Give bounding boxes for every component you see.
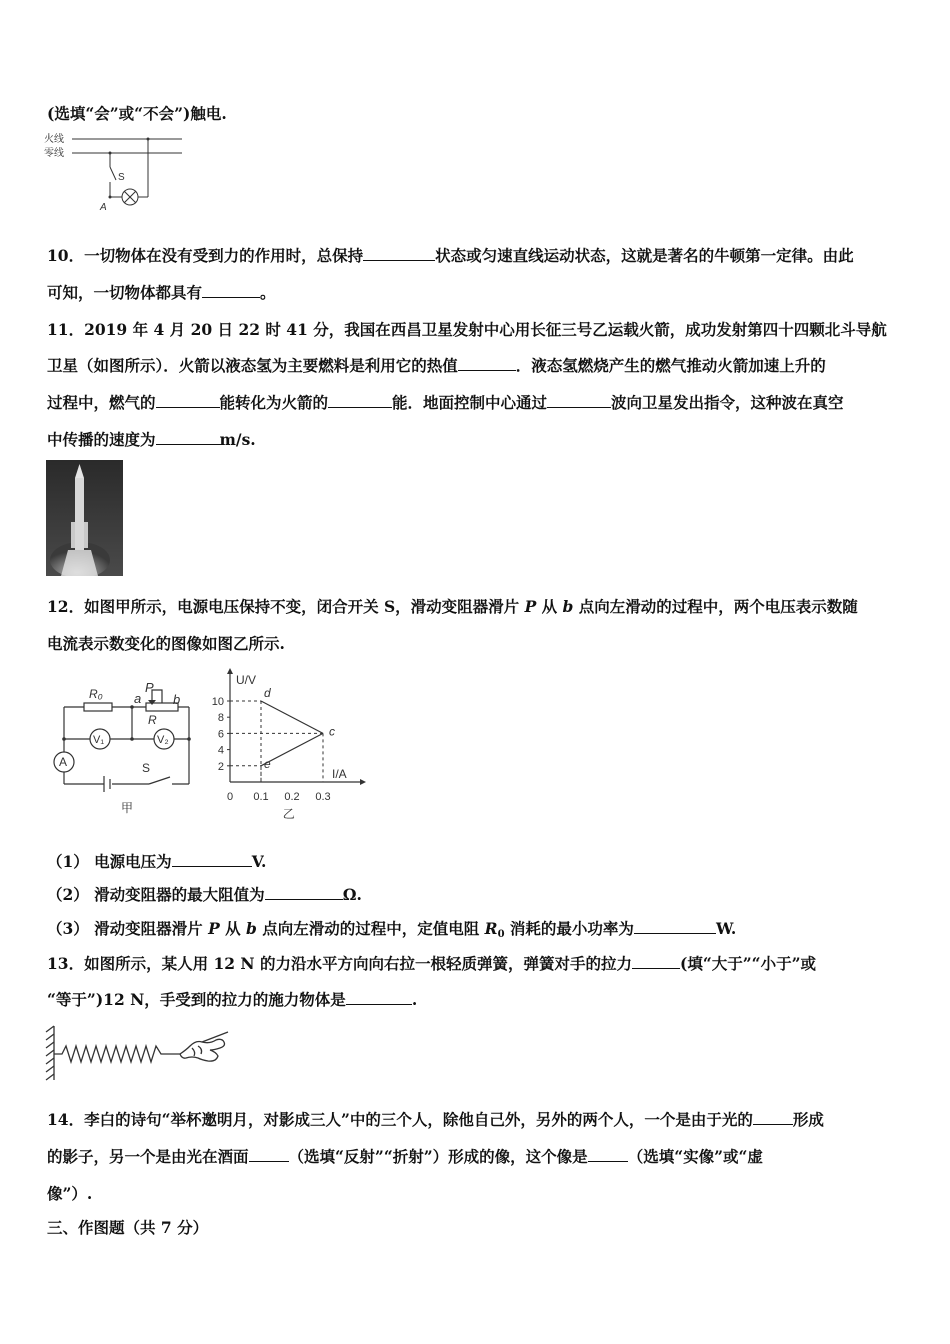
section-3-title: 三、作图题（共 7 分） (47, 1218, 209, 1237)
p-label: P (145, 680, 154, 695)
series-line-v1 (261, 701, 323, 733)
q11-blank-3[interactable] (328, 393, 392, 408)
q14-line3: 像”）. (47, 1184, 93, 1203)
graph-caption: 乙 (282, 807, 295, 820)
y-tick-label: 6 (217, 728, 224, 741)
hand-icon (180, 1039, 225, 1061)
x-tick-label: 0.1 (253, 791, 269, 803)
v1-label: V₁ (93, 734, 105, 746)
point-a-label: A (100, 202, 107, 213)
q9-tail-text: (选填“会”或“不会”)触电. (47, 104, 227, 123)
circuit-caption: 甲 (121, 801, 134, 815)
point-label-c: c (329, 724, 335, 739)
r-label: R (148, 713, 157, 727)
q10-blank-2[interactable] (202, 283, 260, 298)
x-tick-label: 0.2 (284, 791, 300, 803)
q11-blank-4[interactable] (547, 393, 611, 408)
q9-circuit-figure (40, 130, 190, 215)
q12-sub2: （2） 滑动变阻器的最大阻值为 Ω. (47, 885, 362, 904)
x-axis-label: I/A (332, 767, 347, 781)
y-axis-label: U/V (236, 673, 257, 687)
q11-line4: 中传播的速度为 m/s. (47, 430, 256, 449)
r0-resistor (84, 703, 112, 711)
q13-blank-1[interactable] (632, 954, 680, 969)
y-tick-label: 8 (217, 712, 224, 725)
r0-label: R₀ (89, 687, 103, 701)
q11-blank-5[interactable] (156, 430, 220, 445)
y-tick-label: 4 (217, 744, 224, 757)
point-label-e: e (264, 756, 271, 771)
x-tick-label: 0 (226, 791, 234, 803)
ammeter-label: A (59, 755, 68, 769)
q12-graph-yi (206, 664, 366, 820)
rocket-photo (46, 460, 123, 576)
q12-line1: 12．如图甲所示，电源电压保持不变，闭合开关 S，滑动变阻器滑片 P 从 b 点向左滑动的过程中，两个电压表示数随 (47, 597, 858, 616)
q14-blank-2[interactable] (249, 1147, 289, 1162)
q14-line1: 14．李白的诗句“举杯邀明月，对影成三人”中的三个人，除他自己外，另外的两个人，一个是由于光的 形成 (47, 1110, 824, 1129)
q11-blank-1[interactable] (458, 356, 516, 371)
q11-line2: 卫星（如图所示）．火箭以液态氢为主要燃料是利用它的热值 ．液态氢燃烧产生的燃气推动火箭加速上升的 (47, 356, 826, 375)
switch-s-label: S (142, 761, 151, 775)
q11-blank-2[interactable] (156, 393, 220, 408)
q12-blank-3[interactable] (634, 919, 716, 934)
q12-sub1: （1） 电源电压为 V. (47, 852, 267, 871)
a-label: a (134, 691, 142, 706)
q13-line2: “等于”)12 N，手受到的拉力的施力物体是 . (47, 990, 418, 1009)
q12-blank-1[interactable] (172, 852, 252, 867)
neutral-wire-label: 零线 (44, 148, 64, 159)
q10-line1: 10．一切物体在没有受到力的作用时，总保持 状态或匀速直线运动状态，这就是著名的牛顿第一定律。由此 (47, 246, 854, 265)
live-wire-label: 火线 (44, 134, 64, 145)
q11-line1: 11．2019 年 4 月 20 日 22 时 41 分，我国在西昌卫星发射中心用长征三号乙运载火箭，成功发射第四十四颗北斗导航 (47, 320, 887, 339)
v2-label: V₂ (157, 734, 169, 746)
point-label-d: d (264, 686, 271, 700)
y-tick-label: 2 (217, 760, 224, 773)
q13-line1: 13．如图所示，某人用 12 N 的力沿水平方向向右拉一根轻质弹簧，弹簧对手的拉力 (填“大于”“小于”或 (47, 954, 816, 973)
q13-blank-2[interactable] (346, 990, 412, 1005)
b-label: b (173, 692, 181, 707)
q12-circuit-jia (46, 676, 211, 821)
spring-hand-figure (42, 1022, 232, 1082)
q14-blank-3[interactable] (588, 1147, 628, 1162)
x-axis-arrow (360, 779, 366, 785)
q10-line2: 可知，一切物体都具有 。 (47, 283, 276, 302)
q11-line3: 过程中，燃气的 能转化为火箭的 能．地面控制中心通过 波向卫星发出指令，这种波在真空 (47, 393, 844, 412)
y-axis-arrow (227, 668, 233, 674)
q12-line2: 电流表示数变化的图像如图乙所示. (47, 634, 285, 653)
x-tick-label: 0.3 (315, 791, 331, 803)
q10-blank-1[interactable] (363, 246, 435, 261)
y-tick-label: 10 (211, 696, 224, 708)
q12-sub3: （3） 滑动变阻器滑片 P 从 b 点向左滑动的过程中，定值电阻 $R_0$ 消耗的最小功率为 W. (47, 919, 737, 940)
spring (54, 1046, 180, 1062)
q14-line2: 的影子，另一个是由光在酒面 （选填“反射”“折射”）形成的像，这个像是 （选填“实像”或“虚 (47, 1147, 763, 1166)
q12-blank-2[interactable] (265, 885, 343, 900)
q14-blank-1[interactable] (753, 1110, 793, 1125)
switch-label: S (118, 172, 125, 183)
